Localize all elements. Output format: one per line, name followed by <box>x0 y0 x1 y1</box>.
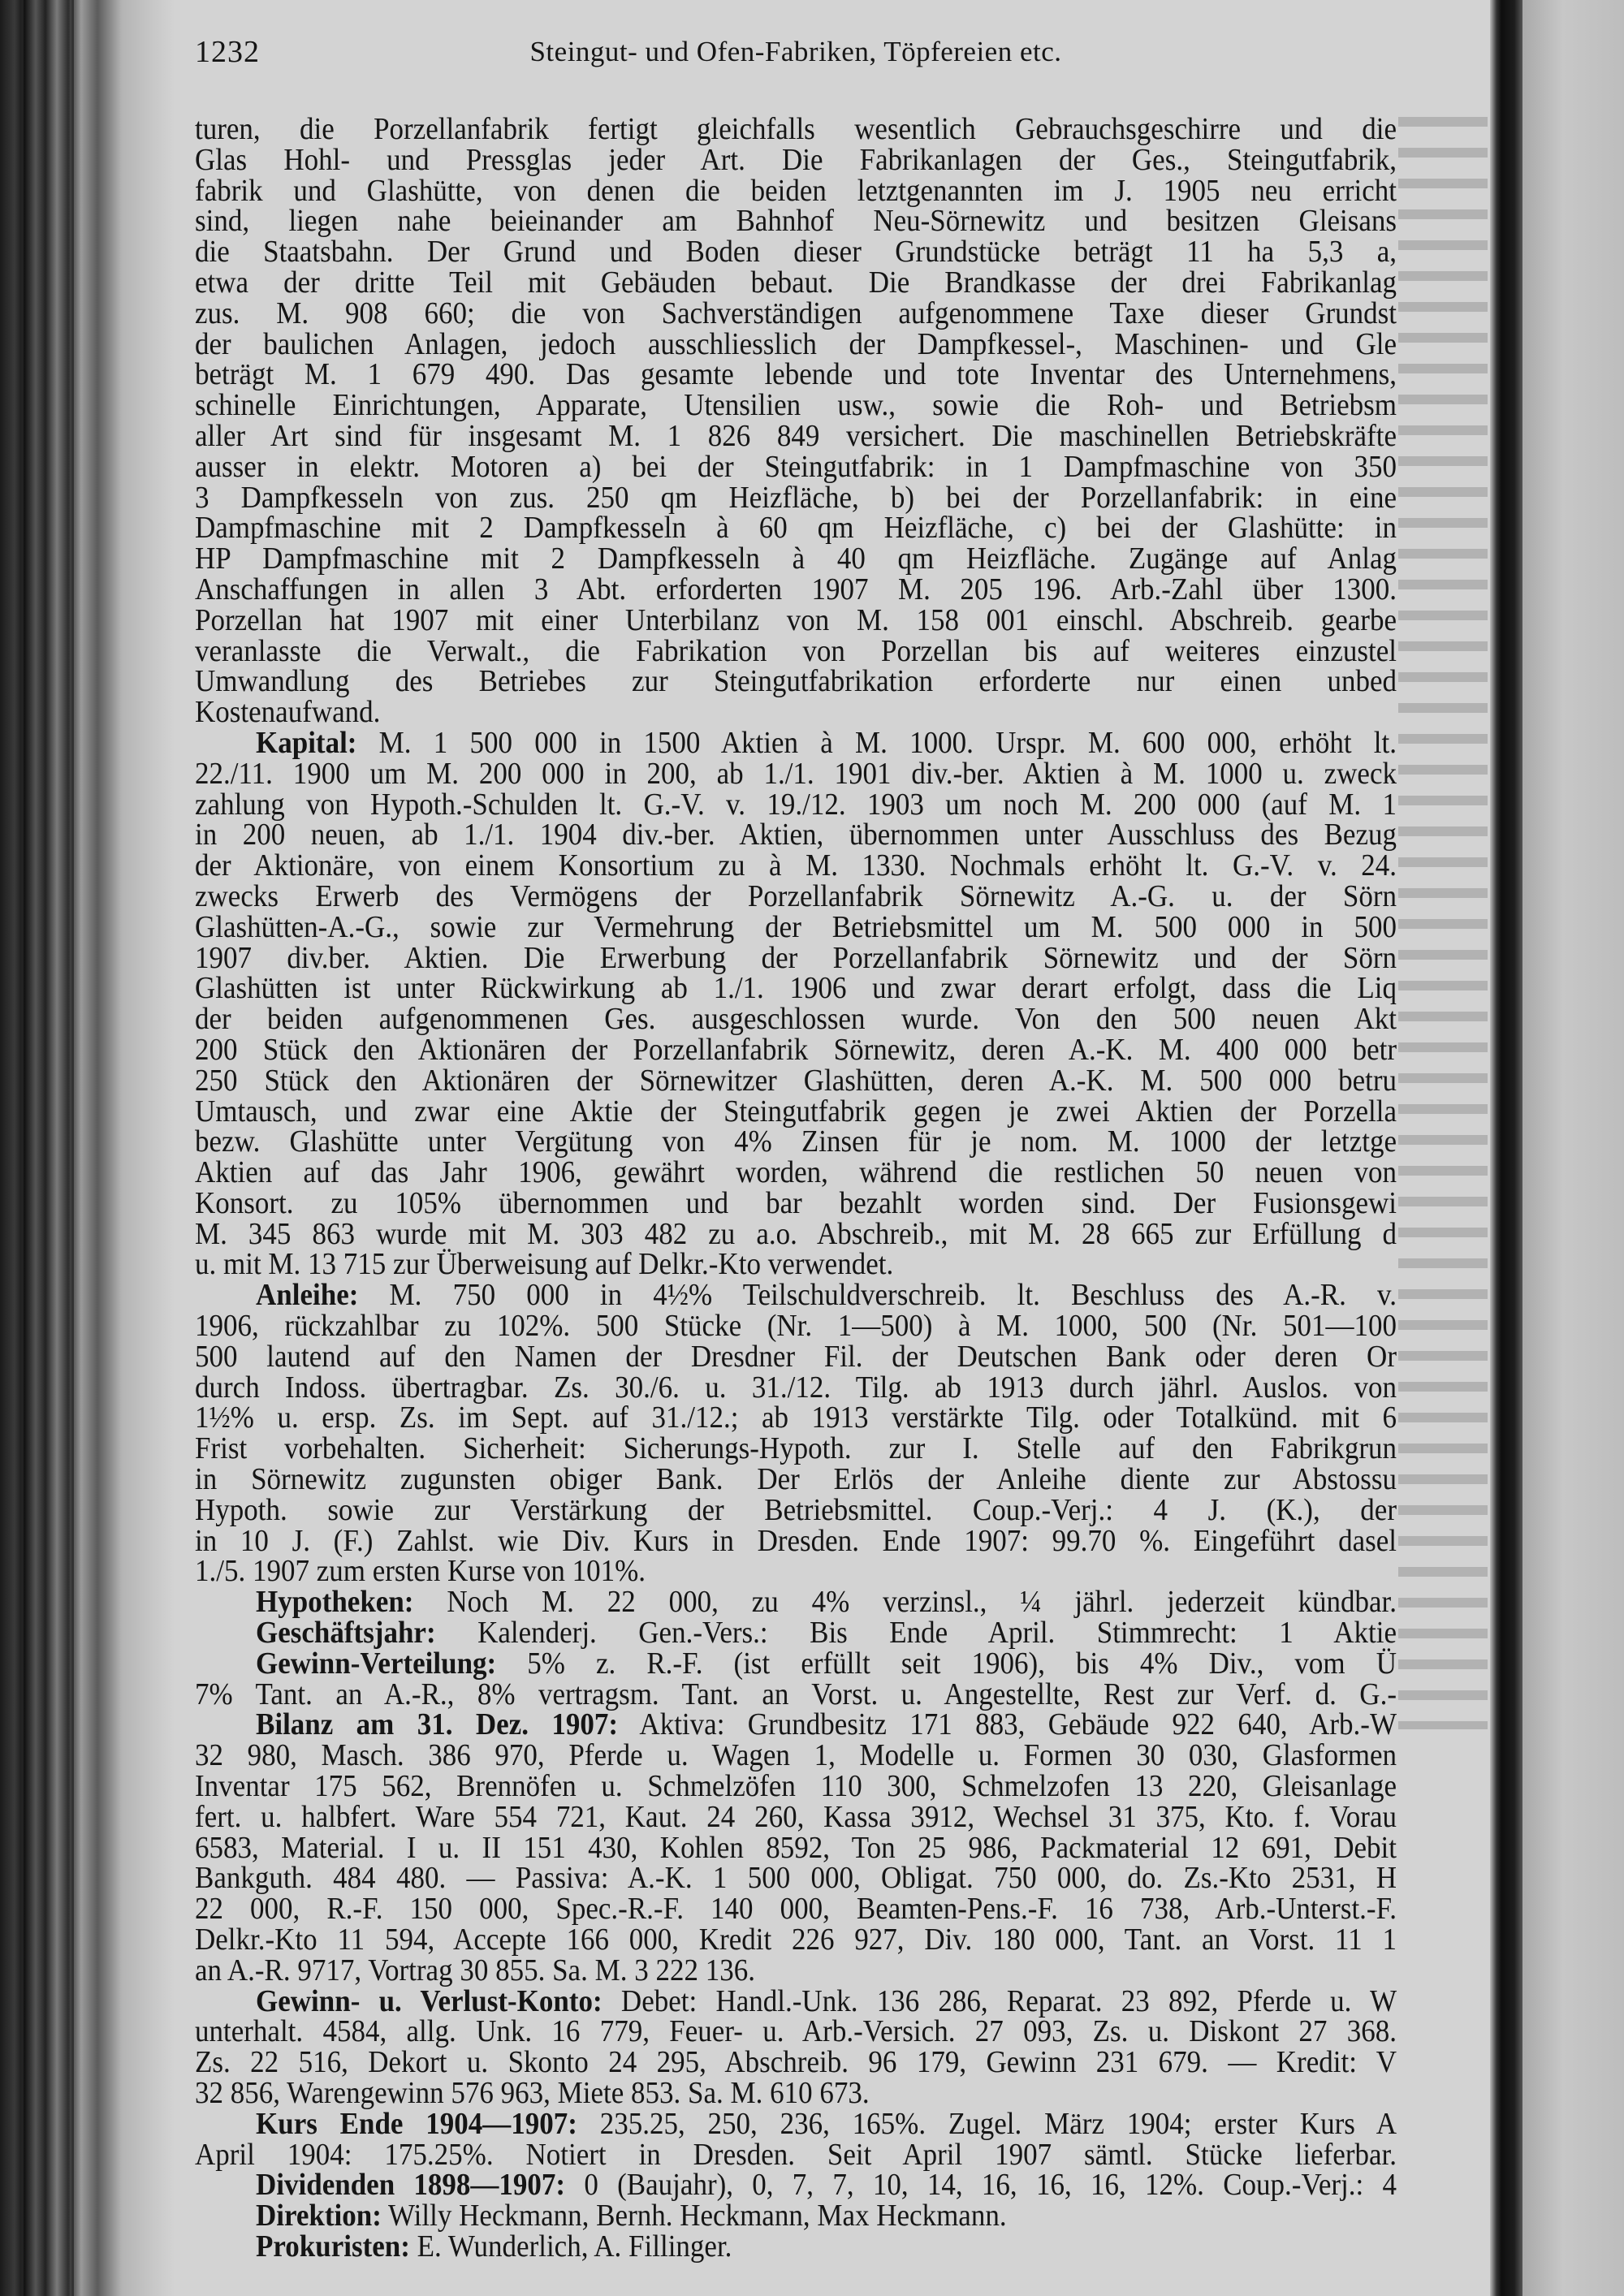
text-line <box>195 2169 1397 2202</box>
text-line <box>195 665 1397 698</box>
text-line <box>195 1862 1397 1895</box>
paragraph <box>195 1709 1397 1985</box>
text-line <box>195 879 1397 913</box>
line-text: ausser in elektr. Motoren a) bei der Steingutfabrik: in 1 Dampfmaschine von 350 <box>195 450 1397 484</box>
text-line <box>195 174 1397 207</box>
line-text: Umwandlung des Betriebes zur Steingutfabrikation erforderte nur einen unbed <box>195 664 1397 698</box>
text-line <box>195 2138 1397 2171</box>
paragraph <box>195 114 1397 727</box>
line-text: der baulichen Anlagen, jedoch ausschliesslich der Dampfkessel-, Maschinen- und Gle <box>195 327 1397 360</box>
line-text: in 200 neuen, ab 1./1. 1904 div.-ber. Aktien, übernommen unter Ausschluss des Bezug <box>195 818 1397 852</box>
text-line <box>195 2076 1397 2109</box>
text-line <box>195 1125 1397 1159</box>
text-line <box>195 849 1397 883</box>
paragraph <box>195 1586 1397 1617</box>
line-text: 1./5. 1907 zum ersten Kurse von 101%. <box>195 1554 646 1588</box>
line-text: Konsort. zu 105% übernommen und bar bezahlt worden sind. Der Fusionsgewi <box>195 1186 1397 1220</box>
page-edge-shadow <box>1490 0 1522 2296</box>
line-text: Kalenderj. Gen.-Vers.: Bis Ende April. Stimmrecht: 1 Aktie <box>435 1616 1397 1650</box>
line-text: u. mit M. 13 715 zur Überweisung auf Delkr.-Kto verwendet. <box>195 1247 894 1281</box>
text-line <box>195 2229 1397 2263</box>
text-line <box>195 910 1397 943</box>
book-binding-shadow <box>0 0 175 2296</box>
line-text: in 10 J. (F.) Zahlst. wie Div. Kurs in Dresden. Ende 1907: 99.70 %. Eingeführt dasel <box>195 1524 1397 1557</box>
line-text: Aktien auf das Jahr 1906, gewährt worden, während die restlichen 50 neuen von <box>195 1155 1397 1189</box>
line-text: Debet: Handl.-Unk. 136 286, Reparat. 23 892, Pferde u. W <box>602 1984 1397 2018</box>
text-line <box>195 1616 1397 1650</box>
text-line <box>195 1831 1397 1864</box>
line-text: beträgt M. 1 679 490. Das gesamte lebende und tote Inventar des Unternehmens, <box>195 357 1397 391</box>
line-text: 7% Tant. an A.-R., 8% vertragsm. Tant. an Vorst. u. Angestellte, Rest zur Verf. d. G.- <box>195 1677 1397 1711</box>
text-line <box>195 2015 1397 2048</box>
paragraph <box>195 1280 1397 1586</box>
line-text: HP Dampfmaschine mit 2 Dampfkesseln à 40 qm Heizfläche. Zugänge auf Anlag <box>195 542 1397 576</box>
text-line <box>195 572 1397 606</box>
section-heading: Geschäftsjahr: <box>256 1616 436 1650</box>
line-text: zahlung von Hypoth.-Schulden lt. G.-V. v. 19./12. 1903 um noch M. 200 000 (auf M. 1 <box>195 788 1397 821</box>
line-text: Glashütten-A.-G., sowie zur Vermehrung der Betriebsmittel um M. 500 000 in 500 <box>195 910 1397 944</box>
line-text: unterhalt. 4584, allg. Unk. 16 779, Feuer- u. Arb.-Versich. 27 093, Zs. u. Diskont 27 368. <box>195 2014 1397 2048</box>
line-text: Aktiva: Grundbesitz 171 883, Gebäude 922 640, Arb.-W <box>617 1707 1397 1741</box>
line-text: die Staatsbahn. Der Grund und Boden dieser Grundstücke beträgt 11 ha 5,3 a, <box>195 235 1397 269</box>
text-line <box>195 2046 1397 2079</box>
text-line <box>195 1003 1397 1036</box>
text-line <box>195 1493 1397 1526</box>
paragraph <box>195 2231 1397 2262</box>
line-text: Frist vorbehalten. Sicherheit: Sicherungs-Hypoth. zur I. Stelle auf den Fabrikgrun <box>195 1431 1397 1465</box>
text-line <box>195 941 1397 974</box>
line-text: 500 lautend auf den Namen der Dresdner Fil. der Deutschen Bank oder deren Or <box>195 1340 1397 1374</box>
text-line <box>195 1094 1397 1128</box>
text-line <box>195 1677 1397 1711</box>
text-line <box>195 2107 1397 2140</box>
text-line <box>195 788 1397 821</box>
text-line <box>195 1524 1397 1557</box>
text-line <box>195 1340 1397 1373</box>
line-text: Hypoth. sowie zur Verstärkung der Betriebsmittel. Coup.-Verj.: 4 J. (K.), der <box>195 1493 1397 1527</box>
line-text: E. Wunderlich, A. Fillinger. <box>409 2229 732 2264</box>
line-text: 22./11. 1900 um M. 200 000 in 200, ab 1./1. 1901 div.-ber. Aktien à M. 1000 u. zweck <box>195 757 1397 791</box>
text-line <box>195 1586 1397 1619</box>
line-text: 32 856, Warengewinn 576 963, Miete 853. Sa. M. 610 673. <box>195 2076 870 2110</box>
page-number: 1232 <box>195 35 260 69</box>
line-text: 235.25, 250, 236, 165%. Zugel. März 1904; erster Kurs A <box>577 2107 1397 2141</box>
paragraph <box>195 2108 1397 2170</box>
paragraph <box>195 1648 1397 1710</box>
line-text: Dampfmaschine mit 2 Dampfkesseln à 60 qm Heizfläche, c) bei der Glashütte: in <box>195 511 1397 545</box>
text-line <box>195 1646 1397 1680</box>
text-line <box>195 1156 1397 1189</box>
text-line <box>195 1708 1397 1741</box>
binding-edge-line <box>71 0 74 2296</box>
text-line <box>195 1555 1397 1588</box>
text-line <box>195 1984 1397 2018</box>
text-line <box>195 265 1397 299</box>
line-text: in Sörnewitz zugunsten obiger Bank. Der Erlös der Anleihe diente zur Abstossu <box>195 1462 1397 1496</box>
section-heading: Dividenden 1898—1907: <box>256 2168 566 2202</box>
section-heading: Direktion: <box>256 2199 382 2233</box>
adjacent-page-text-fragments <box>1398 106 1488 1729</box>
line-text: Anschaffungen in allen 3 Abt. erforderten 1907 M. 205 196. Arb.-Zahl über 1300. <box>195 572 1397 606</box>
text-line <box>195 1217 1397 1250</box>
line-text: fabrik und Glashütte, von denen die beiden letztgenannten im J. 1905 neu erricht <box>195 174 1397 207</box>
text-line <box>195 1463 1397 1496</box>
text-line <box>195 972 1397 1005</box>
line-text: Noch M. 22 000, zu 4% verzinsl., ¼ jährl. jederzeit kündbar. <box>413 1585 1397 1619</box>
text-line <box>195 1248 1397 1281</box>
section-heading: Gewinn-Verteilung: <box>256 1646 497 1681</box>
section-heading: Kurs Ende 1904—1907: <box>256 2107 577 2141</box>
line-text: aller Art sind für insgesamt M. 1 826 849 versichert. Die maschinellen Betriebskräfte <box>195 419 1397 453</box>
text-line <box>195 450 1397 483</box>
line-text: 0 (Baujahr), 0, 7, 7, 10, 14, 16, 16, 16, 12%. Coup.-Verj.: 4 <box>565 2168 1397 2202</box>
section-heading: Bilanz am 31. Dez. 1907: <box>256 1707 618 1741</box>
text-line <box>195 542 1397 576</box>
document-body <box>195 114 1397 2262</box>
line-text: Umtausch, und zwar eine Aktie der Steingutfabrik gegen je zwei Aktien der Porzella <box>195 1094 1397 1128</box>
section-heading: Hypotheken: <box>256 1585 414 1619</box>
line-text: bezw. Glashütte unter Vergütung von 4% Zinsen für je nom. M. 1000 der letztge <box>195 1124 1397 1159</box>
line-text: Willy Heckmann, Bernh. Heckmann, Max Heckmann. <box>381 2199 1007 2233</box>
line-text: 5% z. R.-F. (ist erfüllt seit 1906), bis 4% Div., vom Ü <box>496 1646 1397 1681</box>
text-line <box>195 1432 1397 1465</box>
line-text: Glas Hohl- und Pressglas jeder Art. Die Fabrikanlagen der Ges., Steingutfabrik, <box>195 143 1397 177</box>
line-text: M. 345 863 wurde mit M. 303 482 zu a.o. Abschreib., mit M. 28 665 zur Erfüllung d <box>195 1217 1397 1250</box>
line-text: turen, die Porzellanfabrik fertigt gleichfalls wesentlich Gebrauchsgeschirre und die <box>195 112 1397 146</box>
text-line <box>195 1279 1397 1312</box>
line-text: Glashütten ist unter Rückwirkung ab 1./1. 1906 und zwar derart erfolgt, dass die Liq <box>195 971 1397 1005</box>
section-heading: Prokuristen: <box>256 2229 410 2264</box>
line-text: veranlasste die Verwalt., die Fabrikation von Porzellan bis auf weiteres einzustel <box>195 634 1397 667</box>
text-line <box>195 1923 1397 1957</box>
text-line <box>195 1739 1397 1772</box>
text-line <box>195 603 1397 637</box>
text-line <box>195 1953 1397 1987</box>
paragraph <box>195 2200 1397 2231</box>
line-text: 1907 div.ber. Aktien. Die Erwerbung der Porzellanfabrik Sörnewitz und der Sörn <box>195 941 1397 974</box>
line-text: 1½% u. ersp. Zs. im Sept. auf 31./12.; ab 1913 verstärkte Tilg. oder Totalkünd. mit 6 <box>195 1400 1397 1435</box>
text-line <box>195 696 1397 729</box>
line-text: der beiden aufgenommenen Ges. ausgeschlossen wurde. Von den 500 neuen Akt <box>195 1002 1397 1036</box>
text-line <box>195 818 1397 852</box>
line-text: zus. M. 908 660; die von Sachverständigen aufgenommene Taxe dieser Grundst <box>195 296 1397 330</box>
line-text: M. 750 000 in 4½% Teilschuldverschreib. lt. Beschluss des A.-R. v. <box>358 1278 1397 1312</box>
text-line <box>195 235 1397 269</box>
line-text: 250 Stück den Aktionären der Sörnewitzer Glashütten, deren A.-K. M. 500 000 betru <box>195 1064 1397 1098</box>
line-text: 22 000, R.-F. 150 000, Spec.-R.-F. 140 000, Beamten-Pens.-F. 16 738, Arb.-Unterst.-F. <box>195 1892 1397 1926</box>
text-line <box>195 1770 1397 1803</box>
line-text: 32 980, Masch. 386 970, Pferde u. Wagen 1, Modelle u. Formen 30 030, Glasformen <box>195 1738 1397 1772</box>
paragraph <box>195 727 1397 1280</box>
line-text: April 1904: 175.25%. Notiert in Dresden. Seit April 1907 sämtl. Stücke lieferbar. <box>195 2138 1397 2171</box>
running-title: Steingut- und Ofen-Fabriken, Töpfereien etc. <box>529 36 1062 67</box>
text-line <box>195 1892 1397 1926</box>
paragraph <box>195 2169 1397 2200</box>
line-text: zwecks Erwerb des Vermögens der Porzellanfabrik Sörnewitz A.-G. u. der Sörn <box>195 879 1397 913</box>
line-text: Porzellan hat 1907 mit einer Unterbilanz von M. 158 001 einschl. Abschreib. gearbe <box>195 603 1397 637</box>
line-text: fert. u. halbfert. Ware 554 721, Kaut. 24 260, Kassa 3912, Wechsel 31 375, Kto. f. Vorau <box>195 1800 1397 1834</box>
text-line <box>195 1186 1397 1219</box>
line-text: durch Indoss. übertragbar. Zs. 30./6. u. 31./12. Tilg. ab 1913 durch jährl. Auslos. von <box>195 1370 1397 1404</box>
text-line <box>195 143 1397 176</box>
text-line <box>195 634 1397 667</box>
line-text: sind, liegen nahe beieinander am Bahnhof Neu-Sörnewitz und besitzen Gleisans <box>195 204 1397 238</box>
adjacent-page <box>1522 0 1624 2296</box>
binding-edge-line <box>21 0 24 2296</box>
line-text: Kostenaufwand. <box>195 695 381 729</box>
paragraph <box>195 1986 1397 2108</box>
line-text: etwa der dritte Teil mit Gebäuden bebaut. Die Brandkasse der drei Fabrikanlag <box>195 265 1397 300</box>
text-line <box>195 481 1397 514</box>
text-line <box>195 419 1397 452</box>
text-line <box>195 1401 1397 1435</box>
line-text: Inventar 175 562, Brennöfen u. Schmelzöfen 110 300, Schmelzofen 13 220, Gleisanlage <box>195 1769 1397 1803</box>
line-text: Bankguth. 484 480. — Passiva: A.-K. 1 500 000, Obligat. 750 000, do. Zs.-Kto 2531, H <box>195 1861 1397 1895</box>
text-line <box>195 296 1397 330</box>
line-text: 6583, Material. I u. II 151 430, Kohlen 8592, Ton 25 986, Packmaterial 12 691, Debit <box>195 1831 1397 1864</box>
text-line <box>195 1033 1397 1066</box>
line-text: an A.-R. 9717, Vortrag 30 855. Sa. M. 3 222 136. <box>195 1953 755 1987</box>
text-line <box>195 2199 1397 2233</box>
text-line <box>195 511 1397 545</box>
text-line <box>195 726 1397 759</box>
line-text: 1906, rückzahlbar zu 102%. 500 Stücke (Nr. 1—500) à M. 1000, 500 (Nr. 501—100 <box>195 1309 1397 1343</box>
text-line <box>195 358 1397 391</box>
text-line <box>195 1310 1397 1343</box>
text-line <box>195 757 1397 790</box>
text-line <box>195 112 1397 145</box>
line-text: 200 Stück den Aktionären der Porzellanfabrik Sörnewitz, deren A.-K. M. 400 000 betr <box>195 1033 1397 1067</box>
text-line <box>195 327 1397 360</box>
line-text: M. 1 500 000 in 1500 Aktien à M. 1000. Urspr. M. 600 000, erhöht lt. <box>356 726 1397 760</box>
line-text: schinelle Einrichtungen, Apparate, Utensilien usw., sowie die Roh- und Betriebsm <box>195 388 1397 422</box>
section-heading: Kapital: <box>256 726 357 760</box>
line-text: Zs. 22 516, Dekort u. Skonto 24 295, Abschreib. 96 179, Gewinn 231 679. — Kredit: V <box>195 2045 1397 2079</box>
paragraph <box>195 1617 1397 1648</box>
section-heading: Anleihe: <box>256 1278 359 1312</box>
line-text: 3 Dampfkesseln von zus. 250 qm Heizfläche, b) bei der Porzellanfabrik: in eine <box>195 481 1397 514</box>
text-line <box>195 1064 1397 1097</box>
page-header <box>195 34 1397 75</box>
section-heading: Gewinn- u. Verlust-Konto: <box>256 1984 603 2018</box>
line-text: Delkr.-Kto 11 594, Accepte 166 000, Kredit 226 927, Div. 180 000, Tant. an Vorst. 11 1 <box>195 1923 1397 1957</box>
line-text: der Aktionäre, von einem Konsortium zu à M. 1330. Nochmals erhöht lt. G.-V. v. 24. <box>195 848 1397 883</box>
text-line <box>195 1800 1397 1833</box>
text-line <box>195 205 1397 238</box>
text-line <box>195 389 1397 422</box>
text-line <box>195 1370 1397 1404</box>
